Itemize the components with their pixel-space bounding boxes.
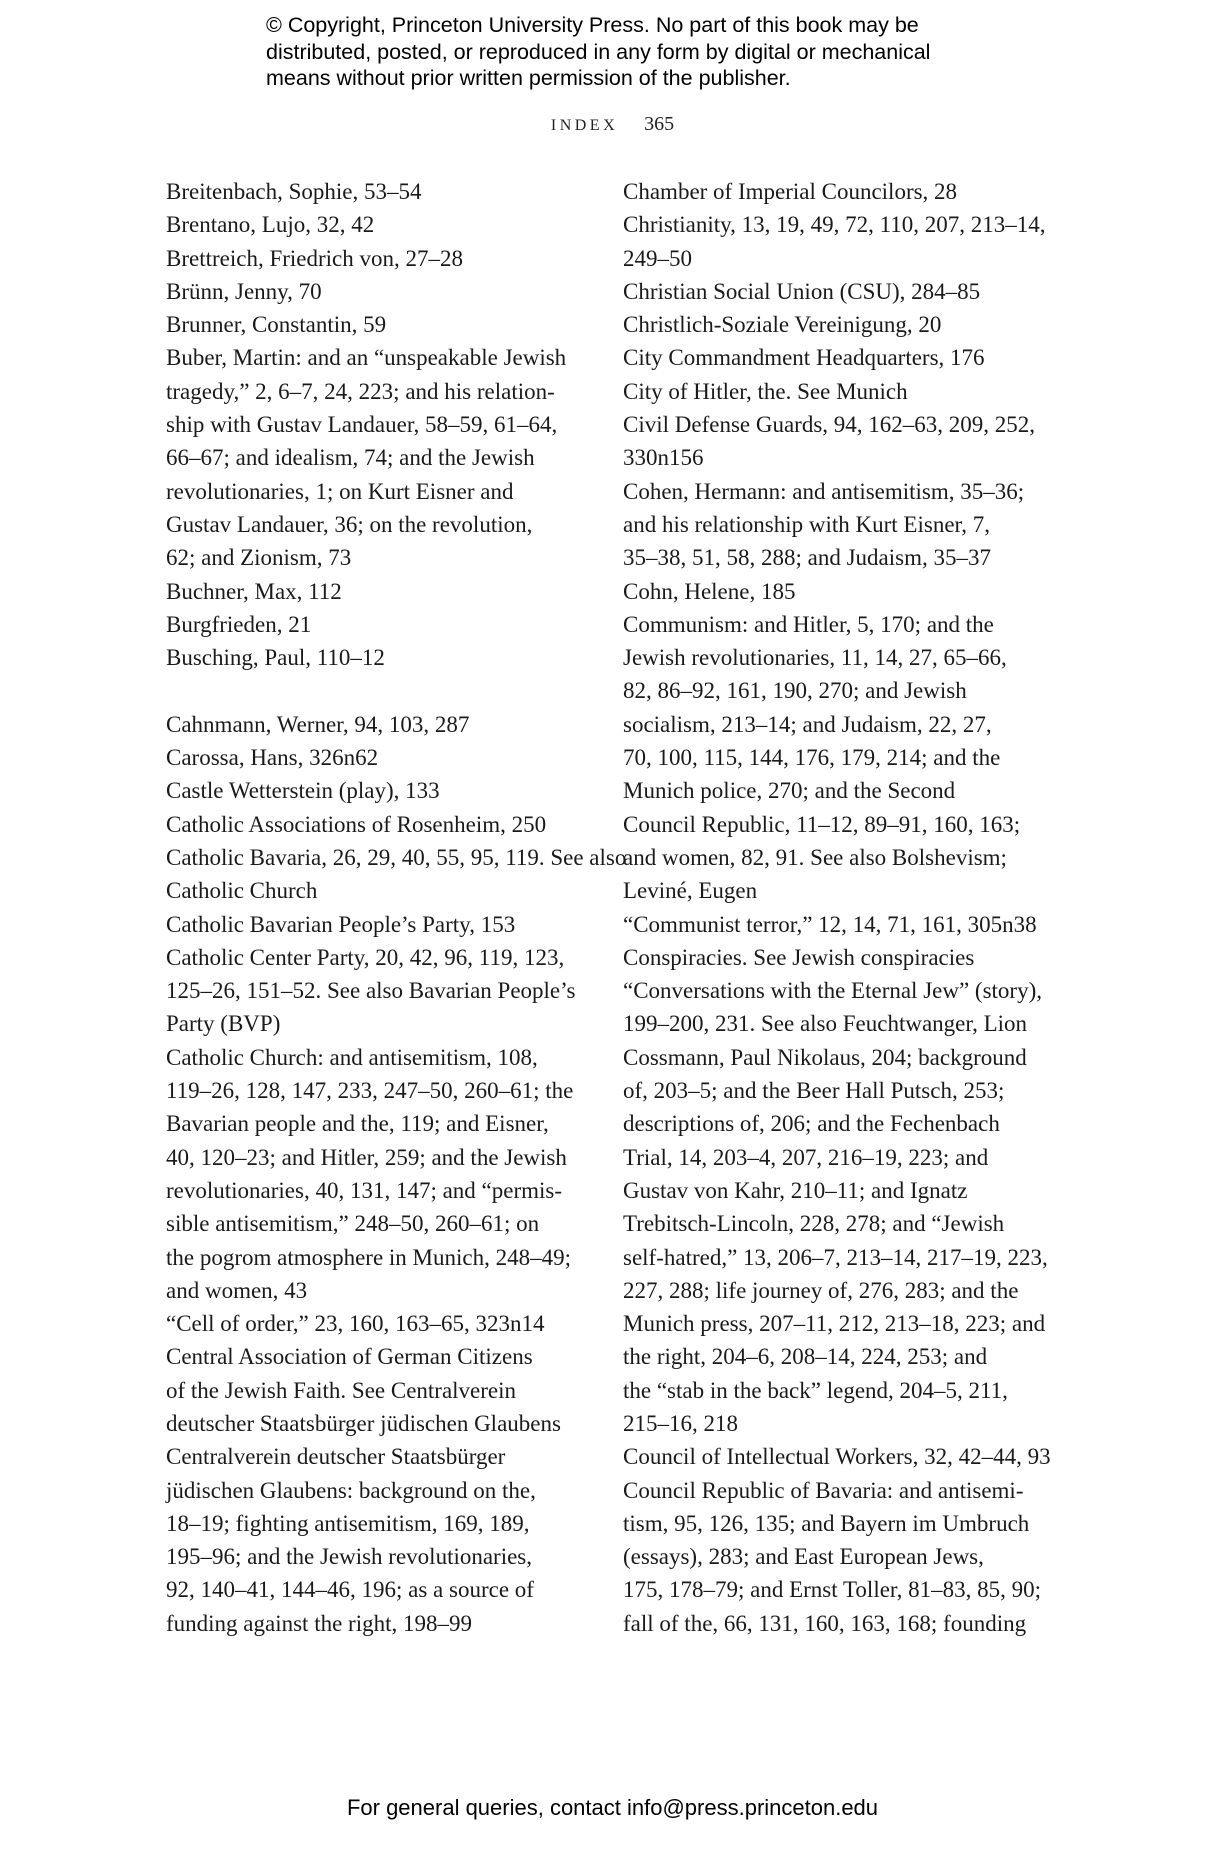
index-entry-line: 92, 140–41, 144–46, 196; as a source of [166,1577,534,1603]
index-entry-line: Carossa, Hans, 326n62 [166,745,379,771]
index-entry-line: 66–67; and idealism, 74; and the Jewish [166,445,535,471]
index-entry [166,608,596,641]
index-entry-line: the right, 204–6, 208–14, 224, 253; and [623,1344,988,1370]
index-entry [166,941,596,1041]
index-entry-line: 70, 100, 115, 144, 176, 179, 214; and the [623,745,1001,771]
index-entry-line: Buchner, Max, 112 [166,578,342,604]
index-entry-line: (essays), 283; and East European Jews, [623,1544,984,1570]
letter-gap [166,674,596,707]
index-entry-line: City of Hitler, the. See Munich [623,378,908,404]
index-entry-line: Civil Defense Guards, 94, 162–63, 209, 252, [623,412,1036,438]
index-entry-line: 18–19; fighting antisemitism, 169, 189, [166,1510,530,1536]
index-entry-line: 35–38, 51, 58, 288; and Judaism, 35–37 [623,545,991,571]
copyright-line: distributed, posted, or reproduced in any form by digital or mechanical [266,39,931,64]
index-entry [166,341,596,574]
index-entry [166,208,596,241]
index-entry [166,774,596,807]
index-entry [166,575,596,608]
index-entry [166,741,596,774]
index-entry-line: Catholic Center Party, 20, 42, 96, 119, 123, [166,944,565,970]
index-entry [623,208,1068,275]
index-entry-line: Breitenbach, Sophie, 53–54 [166,179,422,204]
index-entry-line: Conspiracies. See Jewish conspiracies [623,944,975,970]
index-entry-line: 125–26, 151–52. See also Bavarian People’s [166,978,576,1004]
index-entry-line: Trebitsch-Lincoln, 228, 278; and “Jewish [623,1211,1005,1237]
index-entry-line: Council Republic of Bavaria: and antisemi- [623,1477,1024,1503]
index-entry-line: Gustav von Kahr, 210–11; and Ignatz [623,1177,968,1203]
index-entry [166,708,596,741]
index-entry-line: 175, 178–79; and Ernst Toller, 81–83, 85, 90; [623,1577,1042,1603]
index-entry-line: fall of the, 66, 131, 160, 163, 168; founding [623,1610,1027,1636]
page-number: 365 [644,113,675,135]
index-entry-line: and his relationship with Kurt Eisner, 7, [623,511,991,537]
index-entry-line: Party (BVP) [166,1011,281,1037]
index-entry-line: Leviné, Eugen [623,878,758,904]
index-entry-line: Brettreich, Friedrich von, 27–28 [166,245,464,271]
index-entry-line: Buber, Martin: and an “unspeakable Jewish [166,345,567,371]
index-entry [166,641,596,674]
index-entry [623,575,1068,608]
index-entry-line: the “stab in the back” legend, 204–5, 211, [623,1377,1008,1403]
index-entry-line: ship with Gustav Landauer, 58–59, 61–64, [166,412,558,438]
index-entry [166,908,596,941]
index-entry-line: City Commandment Headquarters, 176 [623,345,985,371]
index-entry-line: of the Jewish Faith. See Centralverein [166,1377,517,1403]
index-entry-line: the pogrom atmosphere in Munich, 248–49; [166,1244,571,1270]
index-entry [623,1041,1068,1441]
index-entry-line: “Cell of order,” 23, 160, 163–65, 323n14 [166,1311,545,1337]
index-entry-line: 330n156 [623,445,704,471]
index-entry [166,242,596,275]
index-entry-line: 62; and Zionism, 73 [166,545,352,571]
index-entry-line: Catholic Church: and antisemitism, 108, [166,1044,538,1070]
index-entry-line: Council Republic, 11–12, 89–91, 160, 163; [623,811,1021,837]
copyright-notice [266,12,1026,92]
index-entry-line: revolutionaries, 1; on Kurt Eisner and [166,478,514,504]
index-entry-line: Christian Social Union (CSU), 284–85 [623,278,981,304]
index-entry [623,608,1068,908]
copyright-line: © Copyright, Princeton University Press. No part of this book may be [266,13,919,37]
index-entry-line: Centralverein deutscher Staatsbürger [166,1444,506,1470]
index-column-left [166,175,627,1640]
index-entry-line: descriptions of, 206; and the Fechenbach [623,1111,1000,1137]
index-entry-line: Gustav Landauer, 36; on the revolution, [166,511,533,537]
index-entry-line: Cossmann, Paul Nikolaus, 204; background [623,1044,1027,1070]
index-entry [623,475,1068,575]
running-head [0,113,1225,136]
index-entry-line: 119–26, 128, 147, 233, 247–50, 260–61; the [166,1078,574,1104]
index-entry-line: of, 203–5; and the Beer Hall Putsch, 253; [623,1078,1005,1104]
index-entry [166,175,596,208]
index-entry-line: sible antisemitism,” 248–50, 260–61; on [166,1211,540,1237]
index-entry [623,974,1068,1041]
index-entry-line: Bavarian people and the, 119; and Eisner, [166,1111,549,1137]
index-entry [166,308,596,341]
index-entry-line: 82, 86–92, 161, 190, 270; and Jewish [623,678,967,704]
index-entry [623,1474,1068,1640]
index-entry-line: deutscher Staatsbürger jüdischen Glaubens [166,1410,561,1436]
index-entry [623,275,1068,308]
index-entry-line: jüdischen Glaubens: background on the, [166,1477,536,1503]
index-entry [623,375,1068,408]
index-entry [166,1440,596,1640]
index-entry-line: Council of Intellectual Workers, 32, 42–44, 93 [623,1444,1051,1470]
index-entry-line: 215–16, 218 [623,1410,738,1436]
index-entry-line: Christianity, 13, 19, 49, 72, 110, 207, 213–14, [623,212,1046,238]
index-column-right [623,175,1068,1640]
index-entry-line: socialism, 213–14; and Judaism, 22, 27, [623,711,992,737]
index-entry [166,275,596,308]
index-entry [166,1340,596,1440]
index-entry [166,1041,596,1307]
index-entry [623,908,1068,941]
index-entry-line: Catholic Church [166,878,318,904]
index-entry-line: Munich police, 270; and the Second [623,778,956,804]
index-entry [623,175,1068,208]
index-entry-line: 249–50 [623,245,692,271]
index-entry-line: funding against the right, 198–99 [166,1610,472,1636]
index-entry-line: tragedy,” 2, 6–7, 24, 223; and his relation- [166,378,555,404]
index-entry-line: “Conversations with the Eternal Jew” (story), [623,978,1042,1004]
footer-contact: For general queries, contact info@press.princeton.edu [346,1795,879,1820]
index-entry-line: Catholic Bavaria, 26, 29, 40, 55, 95, 119. See also [166,844,627,870]
index-entry-line: Communism: and Hitler, 5, 170; and the [623,611,994,637]
index-entry-line: tism, 95, 126, 135; and Bayern im Umbruch [623,1510,1030,1536]
running-head-label: INDEX [550,117,619,134]
index-entry-line: Trial, 14, 203–4, 207, 216–19, 223; and [623,1144,989,1170]
index-entry-line: Brunner, Constantin, 59 [166,312,387,338]
index-entry-line: self-hatred,” 13, 206–7, 213–14, 217–19, 223, [623,1244,1048,1270]
index-entry-line: “Communist terror,” 12, 14, 71, 161, 305n38 [623,911,1037,937]
index-entry-line: revolutionaries, 40, 131, 147; and “permis- [166,1177,563,1203]
index-entry [166,1307,596,1340]
index-entry-line: Cohn, Helene, 185 [623,578,796,604]
index-entry-line: Munich press, 207–11, 212, 213–18, 223; and [623,1311,1046,1337]
index-entry [623,308,1068,341]
index-entry [623,408,1068,475]
index-entry [166,808,596,841]
index-entry-line: 40, 120–23; and Hitler, 259; and the Jewish [166,1144,567,1170]
index-entry-line: 195–96; and the Jewish revolutionaries, [166,1544,533,1570]
index-entry-line: Busching, Paul, 110–12 [166,645,385,671]
index-entry-line: and women, 82, 91. See also Bolshevism; [623,844,1007,870]
index-entry-line: Catholic Associations of Rosenheim, 250 [166,811,547,837]
index-entry-line: Cohen, Hermann: and antisemitism, 35–36; [623,478,1025,504]
index-entry [623,1440,1068,1473]
index-entry-line: Chamber of Imperial Councilors, 28 [623,179,958,204]
index-entry-line: Castle Wetterstein (play), 133 [166,778,440,804]
index-entry-line: Jewish revolutionaries, 11, 14, 27, 65–66, [623,645,1007,671]
index-entry-line: Burgfrieden, 21 [166,611,312,637]
index-entry [623,941,1068,974]
index-entry-line: 227, 288; life journey of, 276, 283; and the [623,1277,1019,1303]
copyright-line: means without prior written permission of the publisher. [266,66,791,90]
index-entry-line: Catholic Bavarian People’s Party, 153 [166,911,516,937]
index-entry-line: 199–200, 231. See also Feuchtwanger, Lion [623,1011,1028,1037]
index-entry-line: and women, 43 [166,1277,308,1303]
index-entry-line: Brentano, Lujo, 32, 42 [166,212,375,238]
index-entry [166,841,627,908]
index-entry [623,341,1068,374]
index-entry-line: Cahnmann, Werner, 94, 103, 287 [166,711,470,737]
index-entry-line: Central Association of German Citizens [166,1344,533,1370]
index-entry-line: Christlich-Soziale Vereinigung, 20 [623,312,942,338]
index-entry-line: Brünn, Jenny, 70 [166,278,322,304]
